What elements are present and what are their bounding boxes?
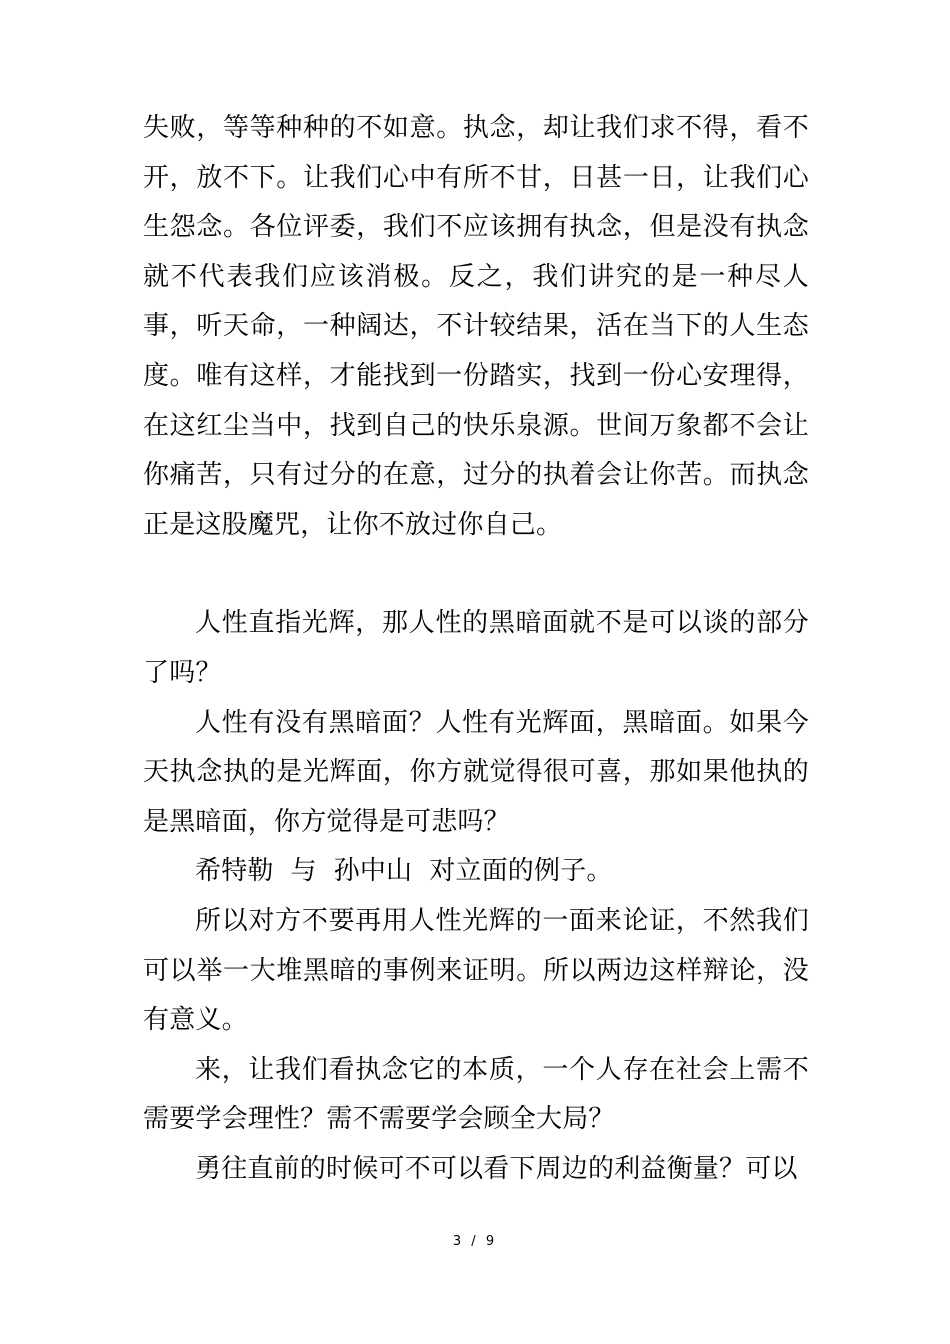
page-number: 3 / 9 — [452, 1234, 498, 1249]
paragraph-continued: 失败，等等种种的不如意。执念，却让我们求不得，看不开，放不下。让我们心中有所不甘，日甚一日，让我们心生怨念。各位评委，我们不应该拥有执念，但是没有执念就不代表我们应该消极。反之，我们讲究的是一种尽人事，听天命，一种阔达，不计较结果，活在当下的人生态度。唯有这样，才能找到一份踏实，找到一份心安理得，在这红尘当中，找到自己的快乐泉源。世间万象都不会让你痛苦，只有过分的在意，过分的执着会让你苦。而执念正是这股魔咒，让你不放过你自己。 — [143, 113, 809, 540]
document-body — [143, 104, 809, 1194]
paragraph: 来，让我们看执念它的本质，一个人存在社会上需不需要学会理性？需不需要学会顾全大局？ — [143, 1054, 809, 1135]
paragraph: 勇往直前的时候可不可以看下周边的利益衡量？可以 — [195, 1153, 798, 1184]
paragraph: 人性直指光辉，那人性的黑暗面就不是可以谈的部分了吗？ — [143, 608, 809, 688]
paragraph: 所以对方不要再用人性光辉的一面来论证，不然我们可以举一大堆黑暗的事例来证明。所以两边这样辩论，没有意义。 — [143, 905, 809, 1036]
paragraph: 希特勒 与 孙中山 对立面的例子。 — [195, 856, 613, 887]
paragraph: 人性有没有黑暗面？人性有光辉面，黑暗面。如果今天执念执的是光辉面，你方就觉得很可喜，那如果他执的是黑暗面，你方觉得是可悲吗？ — [143, 707, 809, 837]
paragraph-gap — [143, 550, 809, 599]
